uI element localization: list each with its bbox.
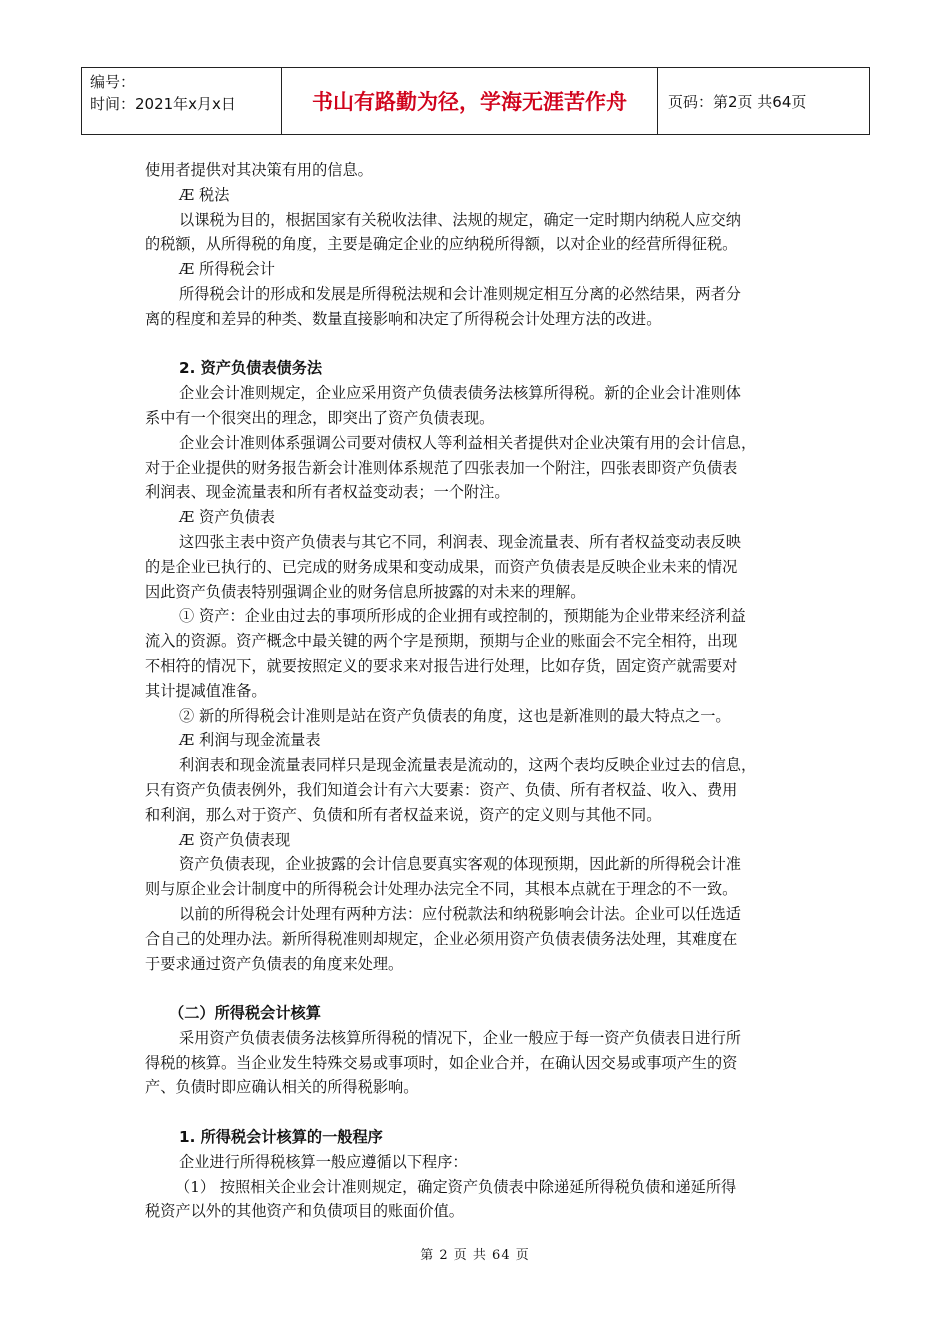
paragraph-line: ① 资产：企业由过去的事项所形成的企业拥有或控制的，预期能为企业带来经济利益 (179, 607, 746, 626)
paragraph-line: 得税的核算。当企业发生特殊交易或事项时，如企业合并，在确认因交易或事项产生的资 (145, 1053, 738, 1072)
paragraph-line: 企业会计准则体系强调公司要对债权人等利益相关者提供对企业决策有用的会计信息， (179, 433, 757, 452)
spacer (145, 1100, 811, 1125)
document-body (145, 158, 811, 1224)
document-number: 编号： (90, 73, 136, 91)
paragraph-line: 以课税为目的，根据国家有关税收法律、法规的规定，确定一定时期内纳税人应交纳 (179, 210, 741, 229)
paragraph-line: 税资产以外的其他资产和负债项目的账面价值。 (145, 1202, 464, 1221)
paragraph-line: 流入的资源。资产概念中最关键的两个字是预期，预期与企业的账面会不完全相符，出现 (145, 632, 738, 651)
header-page-info: 页码：第2页 共64页 (668, 92, 807, 111)
paragraph-line: ② 新的所得税会计准则是站在资产负债表的角度，这也是新准则的最大特点之一。 (179, 706, 731, 725)
paragraph-line: 只有资产负债表例外，我们知道会计有六大要素：资产、负债、所有者权益、收入、费用 (145, 780, 738, 799)
paragraph-line: 对于企业提供的财务报告新会计准则体系规范了四张表加一个附注，四张表即资产负债表 (145, 458, 738, 477)
paragraph-line: 合自己的处理办法。新所得税准则却规定，企业必须用资产负债表债务法处理，其难度在 (145, 929, 738, 948)
section-heading: （二）所得税会计核算 (169, 1004, 321, 1023)
paragraph-line: 离的程度和差异的种类、数量直接影响和决定了所得税会计处理方法的改进。 (145, 309, 662, 328)
paragraph-line: （1） 按照相关企业会计准则规定，确定资产负债表中除递延所得税负债和递延所得 (175, 1177, 737, 1196)
document-date: 时间：2021年x月x日 (90, 95, 236, 113)
section-heading: 1. 所得税会计核算的一般程序 (179, 1128, 383, 1147)
bullet-heading: Æ 资产负债表 (179, 508, 275, 527)
paragraph-line: 资产负债表现，企业披露的会计信息要真实客观的体现预期，因此新的所得税会计准 (179, 855, 741, 874)
header-meta (82, 68, 282, 134)
spacer (145, 976, 811, 1001)
paragraph-line: 于要求通过资产负债表的角度来处理。 (145, 954, 404, 973)
paragraph-line: 采用资产负债表债务法核算所得税的情况下，企业一般应于每一资产负债表日进行所 (179, 1028, 741, 1047)
paragraph-line: 产、负债时即应确认相关的所得税影响。 (145, 1078, 419, 1097)
paragraph-line: 利润表、现金流量表和所有者权益变动表；一个附注。 (145, 483, 510, 502)
page-header (81, 67, 870, 135)
paragraph-line: 则与原企业会计制度中的所得税会计处理办法完全不同，其根本点就在于理念的不一致。 (145, 880, 738, 899)
page-footer: 第 2 页 共 64 页 (420, 1248, 530, 1263)
bullet-heading: Æ 所得税会计 (179, 260, 275, 279)
paragraph-line: 和利润，那么对于资产、负债和所有者权益来说，资产的定义则与其他不同。 (145, 805, 662, 824)
section-heading: 2. 资产负债表债务法 (179, 359, 323, 378)
paragraph-line: 的税额，从所得税的角度，主要是确定企业的应纳税所得额，以对企业的经营所得征税。 (145, 235, 738, 254)
header-motto: 书山有路勤为径，学海无涯苦作舟 (282, 68, 658, 134)
paragraph-line: 所得税会计的形成和发展是所得税法规和会计准则规定相互分离的必然结果，两者分 (179, 284, 741, 303)
paragraph-line: 其计提减值准备。 (145, 681, 267, 700)
bullet-heading: Æ 利润与现金流量表 (179, 731, 321, 750)
bullet-heading: Æ 税法 (179, 185, 230, 204)
spacer (145, 332, 811, 357)
paragraph-line: 的是企业已执行的、已完成的财务成果和变动成果，而资产负债表是反映企业未来的情况 (145, 557, 738, 576)
paragraph-line: 使用者提供对其决策有用的信息。 (145, 161, 373, 179)
paragraph-line: 不相符的情况下，就要按照定义的要求来对报告进行处理，比如存货，固定资产就需要对 (145, 656, 738, 675)
paragraph-line: 这四张主表中资产负债表与其它不同，利润表、现金流量表、所有者权益变动表反映 (179, 532, 741, 551)
bullet-heading: Æ 资产负债表现 (179, 830, 291, 849)
paragraph-line: 系中有一个很突出的理念，即突出了资产负债表现。 (145, 408, 495, 427)
paragraph-line: 以前的所得税会计处理有两种方法：应付税款法和纳税影响会计法。企业可以任选适 (179, 904, 741, 923)
paragraph-line: 因此资产负债表特别强调企业的财务信息所披露的对未来的理解。 (145, 582, 586, 601)
paragraph-line: 企业会计准则规定，企业应采用资产负债表债务法核算所得税。新的企业会计准则体 (179, 384, 741, 403)
paragraph-line: 企业进行所得税核算一般应遵循以下程序： (179, 1152, 468, 1171)
paragraph-line: 利润表和现金流量表同样只是现金流量表是流动的，这两个表均反映企业过去的信息， (179, 756, 757, 775)
